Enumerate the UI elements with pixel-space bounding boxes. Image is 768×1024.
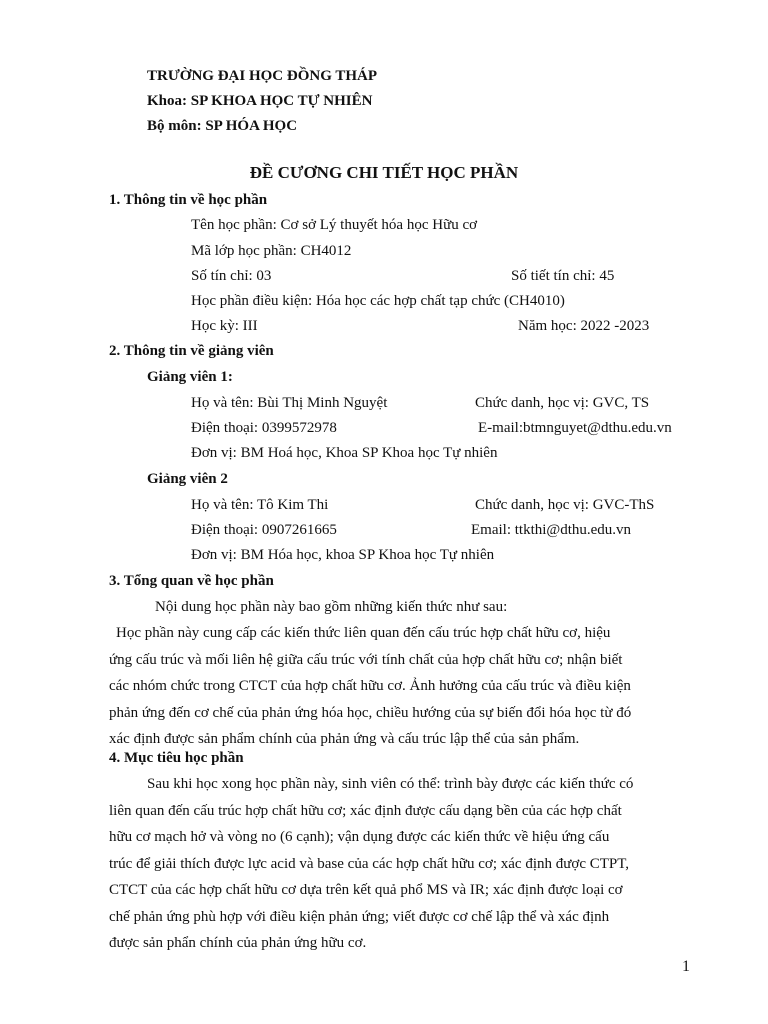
lecturer2-email: Email: ttkthi@dthu.edu.vn — [471, 522, 632, 538]
section4-paragraph — [109, 771, 693, 957]
section4-line: CTCT của các hợp chất hữu cơ dựa trên kết quả phổ MS và IR; xác định được loại cơ — [109, 882, 623, 898]
school-year: Năm học: 2022 -2023 — [518, 318, 650, 334]
document-title: ĐỀ CƯƠNG CHI TIẾT HỌC PHẦN — [249, 163, 519, 182]
prerequisite: Học phần điều kiện: Hóa học các hợp chất tạp chức (CH4010) — [191, 293, 565, 309]
lecturer2-phone: Điện thoại: 0907261665 — [191, 522, 337, 538]
credits: Số tín chỉ: 03 — [191, 268, 272, 284]
section3-paragraph — [109, 620, 693, 753]
section4-line: liên quan đến cấu trúc hợp chất hữu cơ; xác định được cấu dạng bền của các hợp chất — [109, 802, 622, 819]
department-name: Bộ môn: SP HÓA HỌC — [147, 118, 298, 134]
lecturer2-unit: Đơn vị: BM Hóa học, khoa SP Khoa học Tự nhiên — [191, 547, 495, 563]
section3-line: Học phần này cung cấp các kiến thức liên quan đến cấu trúc hợp chất hữu cơ, hiệu — [116, 625, 611, 641]
section4-line: Sau khi học xong học phần này, sinh viên có thể: trình bày được các kiến thức có — [147, 776, 634, 792]
section1-heading: 1. Thông tin về học phần — [109, 192, 268, 208]
lecturer1-email: E-mail:btmnguyet@dthu.edu.vn — [478, 420, 672, 436]
page-number: 1 — [682, 958, 690, 975]
lecturer1-phone: Điện thoại: 0399572978 — [191, 420, 337, 436]
lecturer1-title: Chức danh, học vị: GVC, TS — [475, 395, 650, 411]
section3-line: phản ứng đến cơ chế của phản ứng hóa học, chiều hướng của sự biến đổi hóa học từ đó — [109, 704, 632, 721]
section3-heading: 3. Tổng quan về học phần — [109, 573, 274, 589]
semester: Học kỳ: III — [191, 318, 258, 334]
credit-hours: Số tiết tín chỉ: 45 — [511, 268, 615, 284]
lecturer2-name: Họ và tên: Tô Kim Thi — [191, 497, 329, 513]
lecturer1-label: Giảng viên 1: — [147, 369, 233, 385]
section3-line: ứng cấu trúc và mối liên hệ giữa cấu trúc với tính chất của hợp chất hữu cơ; nhận biết — [109, 651, 623, 668]
section4-line: chế phản ứng phù hợp với điều kiện phản ứng; viết được cơ chế lập thể và xác định — [109, 908, 610, 925]
lecturer2-title: Chức danh, học vị: GVC-ThS — [475, 497, 655, 513]
lecturer1-unit: Đơn vị: BM Hoá học, Khoa SP Khoa học Tự nhiên — [191, 445, 498, 461]
lecturer1-name: Họ và tên: Bùi Thị Minh Nguyệt — [191, 395, 388, 411]
course-name: Tên học phần: Cơ sở Lý thuyết hóa học Hữu cơ — [191, 217, 478, 233]
section4-line: trúc để giải thích được lực acid và base của các hợp chất hữu cơ; xác định được CTPT, — [109, 855, 630, 872]
section3-intro: Nội dung học phần này bao gồm những kiến thức như sau: — [155, 599, 508, 615]
section4-heading: 4. Mục tiêu học phần — [109, 750, 244, 766]
section3-line: các nhóm chức trong CTCT của hợp chất hữu cơ. Ảnh hưởng của cấu trúc và điều kiện — [109, 678, 631, 694]
section3-line: xác định được sản phẩm chính của phản ứng và cấu trúc lập thể của sản phẩm. — [109, 731, 580, 747]
faculty-name: Khoa: SP KHOA HỌC TỰ NHIÊN — [147, 93, 373, 109]
section4-line: được sản phẩn chính của phản ứng hữu cơ. — [109, 935, 367, 951]
school-name: TRƯỜNG ĐẠI HỌC ĐỒNG THÁP — [147, 68, 378, 84]
section2-heading: 2. Thông tin về giảng viên — [109, 343, 274, 359]
class-code: Mã lớp học phần: CH4012 — [191, 243, 352, 259]
lecturer2-label: Giảng viên 2 — [147, 471, 228, 487]
section4-line: hữu cơ mạch hở và vòng no (6 cạnh); vận dụng được các kiến thức về hiệu ứng cấu — [109, 829, 610, 845]
